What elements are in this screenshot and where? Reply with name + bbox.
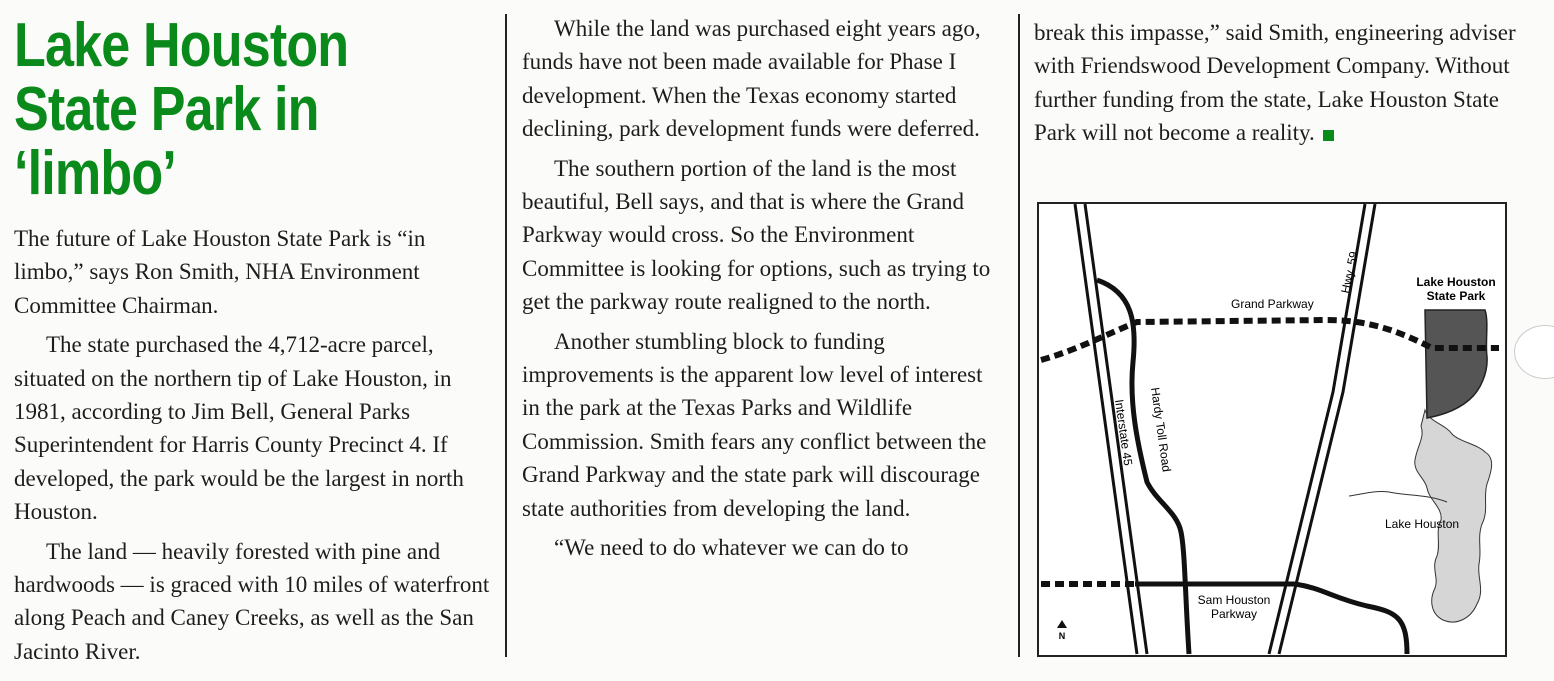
- paragraph: [1034, 16, 1524, 150]
- title-line: Lake Houston: [14, 11, 349, 80]
- article-title: [14, 0, 417, 206]
- paragraph: The state purchased the 4,712-acre parcel, situated on the northern tip of Lake Houston, in 1981, according to Jim Bell, General Parks Superintendent for Harris County Precinct 4. If developed, the park would be the largest in north Houston.: [14, 332, 464, 525]
- column-1-body: [14, 222, 494, 668]
- paragraph: The future of Lake Houston State Park is “in limbo,” says Ron Smith, NHA Environment Committee Chairman.: [14, 226, 426, 318]
- paragraph: While the land was purchased eight years ago, funds have not been made available for Phase I development. When the Texas economy started declining, park development funds were deferred.: [522, 16, 981, 142]
- end-mark-icon: [1323, 130, 1334, 141]
- paragraph-text: break this impasse,” said Smith, engineering adviser with Friendswood Development Company. Without further funding from the state, Lake Houston State Park will not become a reality.: [1034, 20, 1516, 146]
- paragraph: Another stumbling block to funding improvements is the apparent low level of interest in the park at the Texas Parks and Wildlife Commission. Smith fears any conflict between the Grand Parkway and the state park will discourage state authorities from developing the land.: [522, 328, 987, 521]
- lake-houston-label: Lake Houston: [1385, 517, 1460, 531]
- column-rule-2: [1018, 14, 1020, 657]
- park-location-map: [1037, 202, 1507, 657]
- park-label-line2: State Park: [1426, 289, 1486, 303]
- column-rule-1: [505, 14, 507, 657]
- paragraph: “We need to do whatever we can do to: [554, 535, 909, 561]
- column-1: [14, 0, 494, 664]
- park-label-line1: Lake Houston: [1416, 275, 1496, 289]
- page-tab-edge: [1514, 325, 1554, 379]
- interstate-45-label: Interstate 45: [1112, 398, 1136, 467]
- title-line: State Park in: [14, 75, 319, 144]
- sam-houston-label-line2: Parkway: [1210, 607, 1258, 621]
- sam-houston-label-line1: Sam Houston: [1197, 593, 1271, 607]
- grand-parkway-label: Grand Parkway: [1231, 297, 1314, 311]
- hwy-59-label: Hwy. 59: [1338, 250, 1361, 295]
- column-3-body: [1034, 16, 1524, 150]
- title-line: ‘limbo’: [14, 139, 176, 208]
- paragraph: The land — heavily forested with pine and hardwoods — is graced with 10 miles of waterfront along Peach and Caney Creeks, as well as the San Jacinto River.: [14, 538, 490, 664]
- paragraph: The southern portion of the land is the most beautiful, Bell says, and that is where the Grand Parkway would cross. So the Environment Committee is looking for options, such as trying to get the parkway route realigned to the north.: [522, 155, 991, 315]
- hardy-toll-road-label: Hardy Toll Road: [1148, 386, 1174, 473]
- column-2-body: [522, 12, 992, 565]
- north-label: N: [1058, 631, 1066, 641]
